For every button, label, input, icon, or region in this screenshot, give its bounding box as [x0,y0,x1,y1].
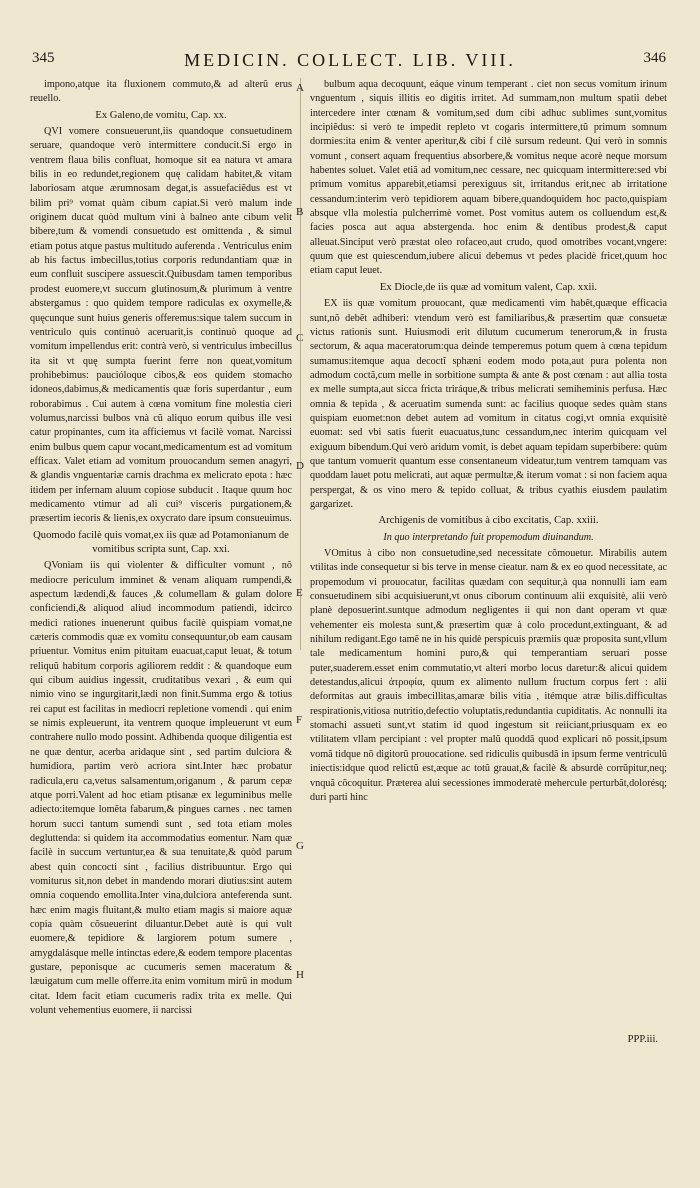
signature-mark: PPP.iii. [627,1034,658,1045]
margin-letter: G [296,840,304,852]
chapter-note: In quo interpretando fuit propemodum diuinandum. [383,531,594,543]
column-divider [300,78,301,650]
left-text-column [30,78,292,1020]
right-page-number: 346 [643,50,666,66]
text-paragraph: VOmitus à cibo non consuetudine,sed necessitate cõmouetur. Mirabilis autem vtilitas inde consequetur si bis terve in mense cieatur. nam & ex eo quod necessitate, ac propemodum vi prouocatur, facilitas quædam con sequitur,à qua nonnulli iam eam consuetudinem sibi acquisiuerunt,vt onus ciborum continuum alii exquisitè, alii verò planè deposuerint.suntque admodum negligentes ii qui non dant operam vt quæ vehementer eis molesta sunt,& præsertim quæ à colo procedunt,extinguant, & ad nihilum redigant.Ego tamẽ ne in his quidè perspicuis præmiis quæ proposita sunt,vllum tale medicamentum homini puro,& qui temperantiam seruari posse puter,suaderem.esset enim commutatio,vt alteri morbo locus daretur:& alicui quidem detestandus,alicui ἀτροφία, quum ex alimento nullum fructum corpus fert : alii deformitas aut grauis imbecillitas,amaræ bilis vitia , itémque atræ bilis.difficultas respirationis,vitiosa nutritio,defectio voluptatis,redundantia cupiditatis. Ac nonnulli ita stomachi assueti sunt,vt statim id quod ingestum sit reiiciant,priusquam ex eo vtilitatem vllam percipiant : vel propter malũ quoddã quod explicari nõ possit,ipsum vomã tidque nõ digitorũ prouocatione. sed ridiculis quibusdã in ipsum ferme ventriculũ iniectis:idque quod relictũ est,æque ac totũ grauat,& facilè & absurdè corrũpitur,neq; vnquã cõcoquitur. Præterea alui secessiones immoderatè mehercule perturbãt,dolorésq; duri parti hinc [310,548,667,803]
running-header [30,50,670,72]
text-paragraph: impono,atque ita fluxionem commuto,& ad alterũ erus reuello. [30,79,292,105]
chapter-heading: Quomodo facilè quis vomat,ex iis quæ ad Potamonianum de vomitibus scripta sunt, Cap. xxi. [33,529,289,555]
chapter-heading: Ex Diocle,de iis quæ ad vomitum valent, Cap. xxii. [379,281,598,293]
margin-letter: C [296,332,304,344]
chapter-heading: Archigenis de vomitibus à cibo excitatis, Cap. xxiii. [378,515,599,527]
text-paragraph: bulbum aqua decoquunt, eáque vinum temperant . ciet non secus vomitum irinum vnguentum , siquis illitis eo digitis irritet. Ad summam,non multum spatii debet intercedere inter cœnam & vomitum,sed dum cibi adhuc sublimes sunt,vomitus incipiẽdus: si verò te impedit repleto vt cogaris intermittere,tũ primum somnum dormies:ita enim & venter aperitur,& cibi f cilè sursum redeunt. Qui verò in somnis vomunt , consert aquam frequentius absorbere,& vomitus neque acorè neque morsum habentes soluet. Valet etiã ad vomitum,nec cessare, nec quicquam intermittere:sed vbi primum vomitus apparebit,etiamsi perexiguus sit, irritandus erit,nec ab irritatione cessandum:interim verò tepidiorem aquam bibere,quandoquidem hoc pacto,quispiam absque vlla molestia pulcherrimè vomet. Post vomitus autem os colluendum est,& facies posca aut aqua abstergenda. hoc enim & dentibus prodest,& caput alleuat.Sinciput verò præstat oleo rofaceo,aut crudo, quod omotribes vocant,vngere: quum que est quiescendum,iubere alicui debemus vt pedes placidè fricet,quum hoc etiam caput leuet. [310,79,667,277]
right-text-column [310,78,667,807]
left-page-number: 345 [32,50,55,66]
text-paragraph: QVoniam iis qui violenter & difficulter vomunt , nõ mediocre periculum imminet & venam aliquam rumpendi,& aspectum lædendi,& fauces ,& columellam & gulam dolore conficiendi,& aliquod aliud incommodum patiendi, idcirco medici rationes inuenerunt quibus facilè quispiam vomat,ne cæteris commodis quæ ex vomitu consequuntur,ob eam causam priuentur. Vomitus enim pituitam euacuat,caput leuat, & totum reliquũ habitum corporis agiliorem reddit : & quandoque eum qui cibum auidius ingessit, cruditatibus vexari , & eum qui nimio vino se ingurgitarit,lædi non finit.Summa ergo & totius rei caput est facilitas in mediocri repletione vomendi . qui enim se nimis expleuerunt, ita ventrem quoque impleuerunt vt eum contrahere nullo modo possint. Adhibenda quoque diligentia est ne quæ dentur, acerba aridaque sint , sed partim dulciora & humidiora, partim verò acriora sint.Inter hæc probatur radicula,eru ca,vetus salsamentum,origanum , & parum cepæ atque porri.Valent ad hoc etiam ptisanæ ex leguminibus melle adiecto:itemque lomẽta fabarum,& pingues carnes . nec tamen horum succi tantum sumendi sunt , sed tota etiam moles degluttenda: si quidem ita accommodatius eomentur. Nam quæ facilè in succum vertuntur,ea & sua tenuitate,& quòd parum abest quin concocti sint , facilius distribuuntur. Ergo qui vomiturus sit,non debet in mandendo morari diutius:sint autem omnia coquendo emollita.Inter vina,dulciora anteferenda sunt. hæc enim magis fluitant,& multo etiam magis si maiore aquæ copia quàm cõsueuerint diluantur.Debet autè is qui vult euomere,& tepidiore & largiorem potum sumere , amygdalásque melle intinctas edere,& eodem tempore placentas gustare, peponisque ac cucumeris semen maceratum & læuigatum cum melle offerre.ita enim vomitum mirũ in modum citat. Idem facit etiam cucumeris radix trita ex melle. Qui volunt vehementius euomere, ii narcissi [30,560,292,1016]
text-paragraph: QVI vomere consueuerunt,iis quandoque consuetudinem seruare, quandoque verò intermittere conducit.Si ergo in ventrem flaua bilis confluat, homoque sit ea natura vt amara bilis in eo redundet,regionem quę calidam habitet,& vitam laboriosam atque ærumnosam degat,is assuefaciẽdus est vt bilim pri⁹ vomat quàm cibum capiat.Si verò malum inde originem ducat quòd multum vini à balneo ante cibum velit bibere,tum & vomendi consuetudo est omittenda , & simul etiam potus atque pastus multitudo auferenda . Ventriculus enim ab his factus imbecillus,totius corporis redundantiam quæ in eum confluit suscipere assuescit.Quibusdam tamen temporibus prodest euomere,vt succum glutinosum,& plurimum à ventre abstergamus : quo quidem tempore radiculas ex oxymelle,& quęcunque sunt huius generis offeremus:sique talem succum in ventriculo quis continuò aceruarit,is continuò quoque ad vomitum impellendus erit: contrà verò, si ventriculus imbecillus ita sit vt quę sumpta fuerint ferre non queat,vomitum prohibebimus: paucióloque cibos,& eos quidem stomacho idoneos,dabimus,& medicamentis quæ foris superdantur , eum roborabimus . Cui autem à cœna vomitum fine molestia cieri volumus,narcissi bulbos vnà cũ aliquo eorum quibus ille vesi catur propinantes, cum ita afficiemus vt facilè vomat. Narcissi enim bulbus quem capur vocant,medicamentum est ad vomitum efficax. Valet etiam ad vomitum prouocandum semen anagyri, & glandis vnguentariæ carnis drachma ex melicrato epota : hæc itidem per infernam aluum copiose subducit . Itaque quum hoc medicamento vtimur ad ali cui⁹ visceris purgationem,& præsertim iecoris & lienis,ex oxycrato dare ipsum consueuimus. [30,126,292,525]
margin-letter: B [296,206,304,218]
margin-letter: H [296,969,304,981]
margin-letter: A [296,82,304,94]
chapter-heading: Ex Galeno,de vomitu, Cap. xx. [95,109,227,121]
running-title: MEDICIN. COLLECT. LIB. VIII. [184,50,516,70]
margin-letter: D [296,460,304,472]
margin-letter: E [296,587,303,599]
margin-letter: F [296,714,303,726]
text-paragraph: EX iis quæ vomitum prouocant, quæ medicamenti vim habẽt,quæque efficacia sunt,nõ debẽt adhiberi: vtendum verò est familiaribus,& præsertim quæ consuetæ victus rationis sunt. Huiusmodi erit dilutum cucumerum tenerorum,& in frusta sectorum, & aqua maceratorum:qua deinde temperemus potum quem à cœna tepidum sumamus:itemque aqua decoctĩ sphæni eodem modo pota,aut pura polenta non admodum coctã,cum melle in sorbitione sumpta & ante & post cœnam : aut allia tosta ex melle sumpta,aut sicca fricta triráque,& tribus melicrati semiheminis perfusa. Hæc omnia & tepida , & aceruatim sumenda sunt: ac facilius quoque sedes quàm stans quispiam euomet:non debet autem ad vomitum in citatus cogi,vt omnia exquisitè euomat: sed vbi satis fuerit euacuatus,tunc cessandum,nec interim quicquam vel exiguum bibendum.Qui verò aridum vomit, is debet aquam tepidam superbibere: quùm que tantum vomuerit quantum esse consentaneum videatur,tum ventrem tamquam vas quoddam lauet potu melicrati, aut aquæ permultæ,& iterum vomat : si non faciem aqua perspergat, & os vino mero & tepido colluat, & tribus cyathis eiusdem paulatim gargarizet. [310,298,667,510]
